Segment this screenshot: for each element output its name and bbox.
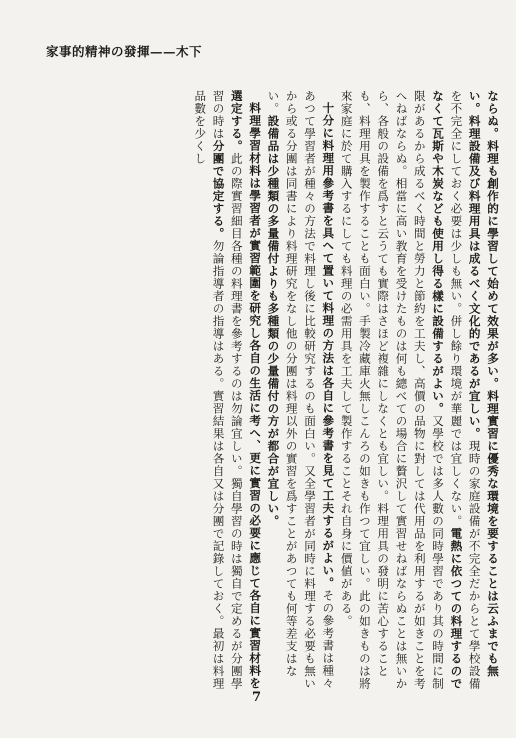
bold-sentence: 料理實習に優秀な環境を要することは云ふまでも無い。料理設備及び料理用具は成るべく文化的であるが宜しい。 bbox=[467, 90, 500, 678]
paragraph-equipment bbox=[337, 90, 502, 690]
sentence: 又學校では多人數の同時學習であり其の時間に制限があるから成るべく時間と勞力と節約を工夫し、高價の品物に對しては代用品を利用するが如きことを考へねばならぬ。相當に高い教育を受けたものは何も總べての場合に贅沢して實習せねばならぬことは無いから、各般の設備を爲すと云うても實際はさほど複雜にしなくとも宜しい。料理用具の發明に苦心することも、料理用具を製作することも面白い。手製冷藏庫火無しこんろの如きも作つて宜しい。此の如きものは將來家庭に於て購入するにしても料理の必需用具を工夫して製作することそれ自身に價値がある。 bbox=[339, 90, 446, 690]
bold-sentence: 料理學習材料は學習者が實習範圍を研究し各自の生活に考へ、更に實習の必要に應じて各自に實習材料を選定する。 bbox=[229, 90, 263, 690]
bold-sentence: 分團で協定する。 bbox=[211, 140, 226, 240]
sentence: 勿論指導者の指導はある。實習結果は各自又は分團で記錄しておく。最初は料理品數を少くし bbox=[193, 90, 226, 690]
bold-sentence: 設備品は少種類の多量備付よりも多種類の少量備付の方が都合が宜しい。 bbox=[266, 115, 281, 528]
sentence: その參考書は種々あつて學習者が種々の方法で料理し後に比較研究するのも面白い。又全學習者が同時に料理する必要も無いから或る分團は同書により料理研究をなし他の分團は料理以外の實習を爲すことがあつても何等差支はない。 bbox=[266, 90, 336, 690]
sentence: 現時の家庭設備が不完全だからとて學校設備を不完全にしておく必要は少しも無い。併し餘り環境が華麗では宜しくない。 bbox=[449, 90, 482, 690]
page-number: 7 bbox=[252, 690, 262, 705]
paragraph-materials bbox=[191, 90, 264, 690]
bold-sentence: 十分に料理用參考書を具へて置いて料理の方法は各自に參考書を見て工夫するがよい。 bbox=[321, 101, 336, 590]
paragraph-reference-books bbox=[264, 90, 337, 690]
body-text bbox=[193, 90, 502, 690]
running-header: 家事的精神の發揮——木下 bbox=[46, 44, 203, 59]
bold-sentence: ならぬ。料理も創作的に學習して始めて效果が多い。 bbox=[486, 90, 500, 390]
bold-sentence: 電熱に依つての料理するのでなくて瓦斯や木炭なども使用し得る樣に設備するがよい。 bbox=[431, 90, 464, 690]
sentence: 此の際實習細目各種の料理書を參考するのは勿論宜しい。獨自學習の時は獨自で定めるが分團學習の時は bbox=[211, 90, 244, 690]
